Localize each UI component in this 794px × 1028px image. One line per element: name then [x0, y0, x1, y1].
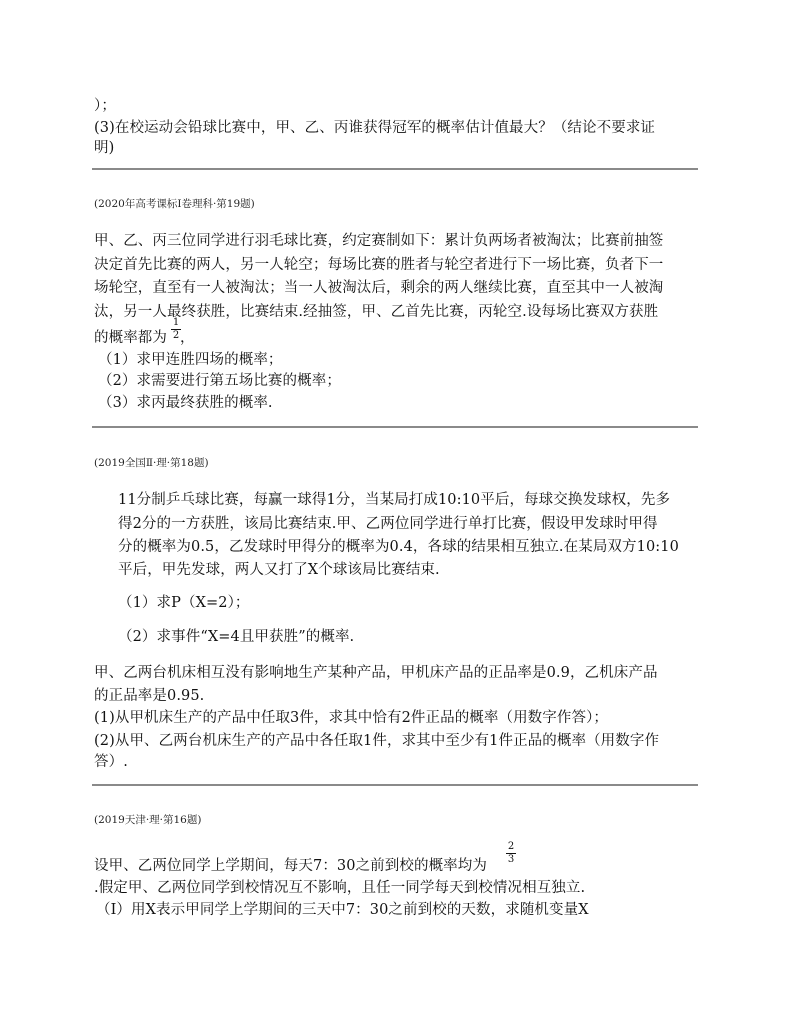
fraction-two-thirds	[506, 842, 516, 865]
divider	[92, 784, 698, 786]
source-citation: (2020年高考课标Ⅰ卷理科·第19题)	[94, 198, 255, 210]
divider	[92, 426, 698, 428]
text-line: 设甲、乙两位同学上学期间，每天7：30之前到校的概率均为	[94, 858, 487, 874]
text-line: 平后，甲先发球，两人又打了X个球该局比赛结束.	[118, 562, 440, 578]
source-citation: (2019全国Ⅱ·理·第18题)	[94, 457, 209, 469]
text-line: 的正品率是0.95.	[94, 688, 205, 704]
text-line: ）；	[94, 98, 116, 114]
text-segment: 的概率都为	[94, 330, 167, 346]
question-item: (1)从甲机床生产的产品中任取3件，求其中恰有2件正品的概率（用数字作答）；	[94, 710, 609, 726]
text-line: 11分制乒乓球比赛，每赢一球得1分，当某局打成10:10平后，每球交换发球权，先多	[118, 492, 671, 508]
question-item: （1）求P（X=2）；	[118, 595, 250, 611]
fraction-denominator: 3	[507, 854, 515, 865]
text-segment: ，	[180, 330, 195, 346]
fraction-one-half	[171, 318, 181, 341]
question-item: 答）.	[94, 754, 128, 770]
text-line: .假定甲、乙两位同学到校情况互不影响，且任一同学每天到校情况相互独立.	[94, 880, 586, 896]
question-item: （2）求事件“X=4且甲获胜”的概率.	[118, 629, 355, 645]
divider	[92, 168, 698, 170]
text-line: 明)	[94, 140, 115, 156]
question-item: (2)从甲、乙两台机床生产的产品中各任取1件，求其中至少有1件正品的概率（用数字作	[94, 733, 660, 749]
text-line: 甲、乙、丙三位同学进行羽毛球比赛，约定赛制如下：累计负两场者被淘汰；比赛前抽签	[94, 233, 664, 249]
text-line: 决定首先比赛的两人，另一人轮空；每场比赛的胜者与轮空者进行下一场比赛，负者下一	[94, 257, 664, 273]
text-line: 汰，另一人最终获胜，比赛结束.经抽签，甲、乙首先比赛，丙轮空.设每场比赛双方获胜	[94, 304, 659, 320]
fraction-denominator: 2	[172, 330, 180, 341]
fraction-numerator: 2	[507, 841, 515, 852]
text-line: 场轮空，直至有一人被淘汰；当一人被淘汰后，剩余的两人继续比赛，直至其中一人被淘	[94, 280, 664, 296]
fraction-numerator: 1	[172, 317, 180, 328]
question-item: （Ⅰ）用X表示甲同学上学期间的三天中7：30之前到校的天数，求随机变量X	[96, 902, 589, 918]
text-line: (3)在校运动会铅球比赛中，甲、乙、丙谁获得冠军的概率估计值最大？（结论不要求证	[94, 120, 656, 136]
source-citation: (2019天津·理·第16题)	[94, 814, 202, 826]
question-item: （2）求需要进行第五场比赛的概率；	[98, 373, 341, 389]
text-line: 甲、乙两台机床相互没有影响地生产某种产品，甲机床产品的正品率是0.9，乙机床产品	[94, 665, 658, 681]
text-line: 得2分的一方获胜，该局比赛结束.甲、乙两位同学进行单打比赛，假设甲发球时甲得	[118, 516, 658, 532]
text-line: 分的概率为0.5，乙发球时甲得分的概率为0.4，各球的结果相互独立.在某局双方10:10	[118, 539, 679, 555]
question-item: （3）求丙最终获胜的概率.	[98, 395, 273, 411]
question-item: （1）求甲连胜四场的概率；	[98, 352, 283, 368]
